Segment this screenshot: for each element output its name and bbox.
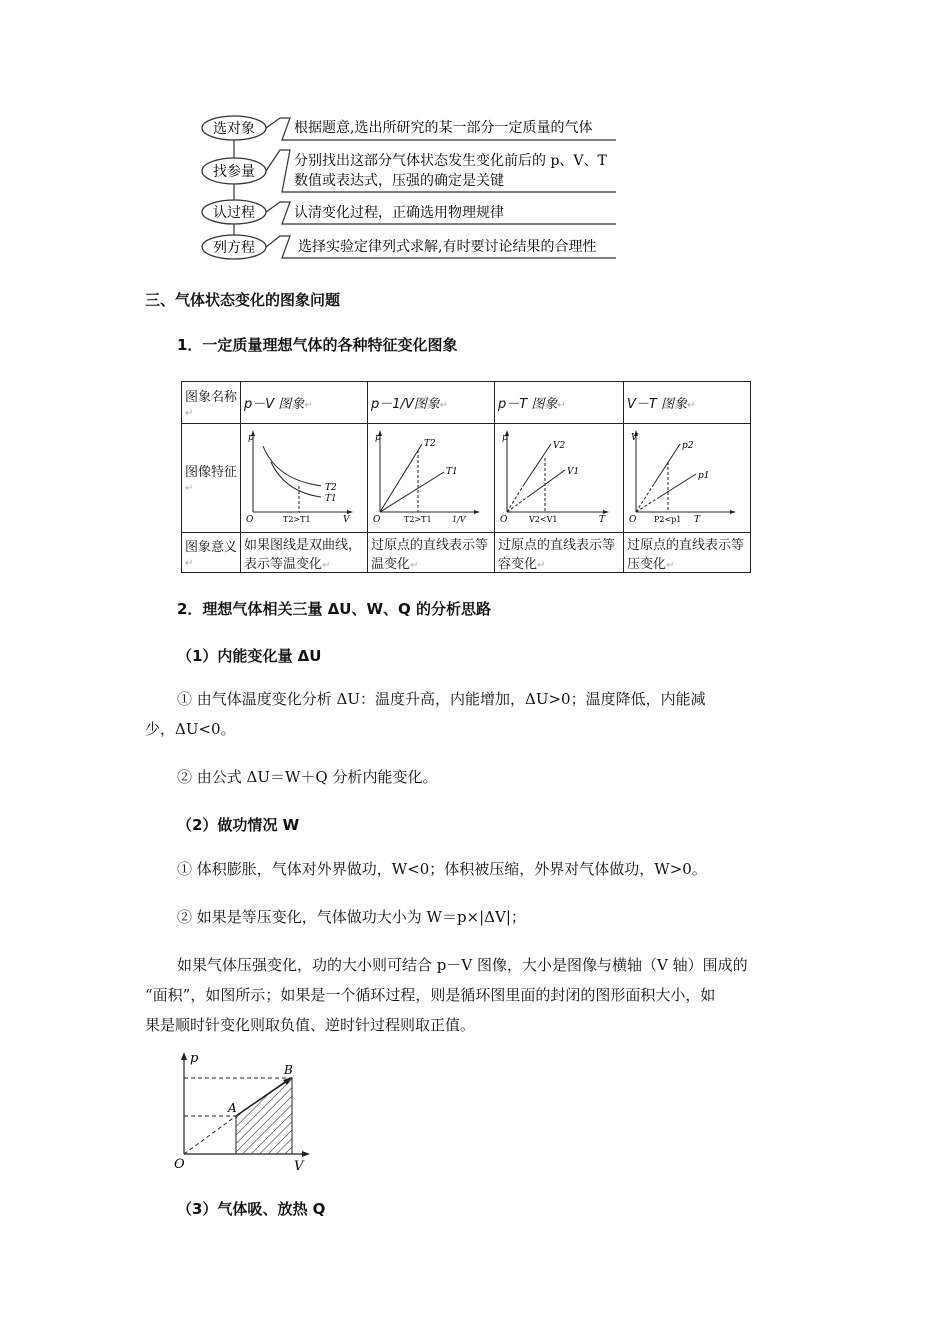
svg-text:T2: T2 <box>325 483 337 493</box>
subsection-1-title: 1．一定质量理想气体的各种特征变化图象 <box>177 336 458 354</box>
part2-line1: ① 体积膨胀，气体对外界做功，W<0；体积被压缩，外界对气体做功，W>0。 <box>177 860 707 878</box>
part2-line2: ② 如果是等压变化，气体做功大小为 W＝p×|ΔV|； <box>177 908 526 926</box>
graph-vt <box>624 424 751 533</box>
svg-text:V2: V2 <box>553 441 566 451</box>
svg-text:选对象: 选对象 <box>213 121 255 137</box>
svg-text:T1: T1 <box>325 494 337 504</box>
col-header-vt: V－T 图象↵ <box>624 382 751 424</box>
part1-line1: ① 由气体温度变化分析 ΔU：温度升高，内能增加，ΔU>0；温度降低，内能减 <box>177 690 706 708</box>
graph-p-inv-v <box>368 424 495 533</box>
meaning-pt: 过原点的直线表示等容变化↵ <box>495 533 624 573</box>
svg-text:选择实验定律列式求解,有时要讨论结果的合理性: 选择实验定律列式求解,有时要讨论结果的合理性 <box>298 239 597 255</box>
part3-heading: （3）气体吸、放热 Q <box>177 1200 326 1218</box>
meaning-pv: 如果图线是双曲线，表示等温变化↵ <box>241 533 368 573</box>
part1-line1b: 少，ΔU<0。 <box>145 720 236 738</box>
svg-text:B: B <box>284 1063 293 1077</box>
meaning-p-inv-v: 过原点的直线表示等温变化↵ <box>368 533 495 573</box>
svg-text:p1: p1 <box>698 471 710 481</box>
subsection-2-title: 2．理想气体相关三量 ΔU、W、Q 的分析思路 <box>177 600 491 618</box>
row-header-name: 图象名称↵ <box>182 382 241 424</box>
svg-text:V: V <box>631 433 638 443</box>
col-header-pv: p－V 图象↵ <box>241 382 368 424</box>
gas-graph-table <box>181 381 751 573</box>
svg-text:p: p <box>190 1051 199 1066</box>
section-title: 三、气体状态变化的图象问题 <box>145 291 341 309</box>
svg-text:找参量: 找参量 <box>213 164 255 180</box>
svg-text:V2<V1: V2<V1 <box>529 515 558 524</box>
svg-text:O: O <box>629 515 637 525</box>
svg-text:O: O <box>373 515 381 525</box>
graph-pt <box>495 424 624 533</box>
svg-text:T: T <box>599 515 606 525</box>
part2-para-3: 果是顺时针变化则取负值、逆时针过程则取正值。 <box>145 1016 476 1034</box>
svg-text:A: A <box>228 1101 237 1115</box>
svg-text:T: T <box>694 515 701 525</box>
svg-text:O: O <box>174 1157 185 1172</box>
graph-pv <box>241 424 368 533</box>
svg-text:p: p <box>375 433 381 443</box>
svg-text:T1: T1 <box>446 467 458 477</box>
part1-line2: ② 由公式 ΔU＝W＋Q 分析内能变化。 <box>177 768 438 786</box>
svg-text:认过程: 认过程 <box>213 205 255 221</box>
svg-text:T2>T1: T2>T1 <box>404 515 432 524</box>
svg-text:P2<p1: P2<p1 <box>654 515 682 524</box>
col-header-pt: p－T 图象↵ <box>495 382 624 424</box>
svg-text:列方程: 列方程 <box>213 240 255 256</box>
svg-text:分别找出这部分气体状态发生变化前后的 p、V、T: 分别找出这部分气体状态发生变化前后的 p、V、T <box>294 153 607 169</box>
svg-text:p2: p2 <box>682 441 694 451</box>
svg-text:O: O <box>500 515 508 525</box>
row-header-meaning: 图象意义↵ <box>182 533 241 573</box>
col-header-p-inv-v: p－1/V图象↵ <box>368 382 495 424</box>
svg-text:T2: T2 <box>424 439 436 449</box>
svg-text:认清变化过程，正确选用物理规律: 认清变化过程，正确选用物理规律 <box>294 205 504 221</box>
svg-text:数值或表达式，压强的确定是关键: 数值或表达式，压强的确定是关键 <box>294 173 504 189</box>
flow-node-write-equation <box>202 235 266 259</box>
svg-text:V: V <box>343 515 350 525</box>
meaning-vt: 过原点的直线表示等压变化↵ <box>624 533 751 573</box>
svg-text:O: O <box>246 515 254 525</box>
svg-text:V: V <box>294 1159 304 1174</box>
process-flow-diagram <box>196 110 626 262</box>
svg-text:T2>T1: T2>T1 <box>283 515 311 524</box>
svg-text:p: p <box>502 433 508 443</box>
row-header-feature: 图像特征↵ <box>182 424 241 533</box>
pv-work-area-figure <box>170 1048 320 1176</box>
part2-para-2: “面积”，如图所示；如果是一个循环过程，则是循环图里面的封闭的图形面积大小，如 <box>145 986 716 1004</box>
svg-text:根据题意,选出所研究的某一部分一定质量的气体: 根据题意,选出所研究的某一部分一定质量的气体 <box>294 120 593 136</box>
svg-text:p: p <box>248 433 254 443</box>
flow-node-find-parameters <box>202 158 266 184</box>
svg-text:1/V: 1/V <box>452 515 466 524</box>
flow-node-identify-process <box>202 200 266 224</box>
part2-para-1: 如果气体压强变化，功的大小则可结合 p－V 图像，大小是图像与横轴（V 轴）围成的 <box>177 956 748 974</box>
flow-node-select-object <box>202 116 266 140</box>
svg-text:V1: V1 <box>567 467 580 477</box>
part2-heading: （2）做功情况 W <box>177 816 300 834</box>
part1-heading: （1）内能变化量 ΔU <box>177 647 322 665</box>
